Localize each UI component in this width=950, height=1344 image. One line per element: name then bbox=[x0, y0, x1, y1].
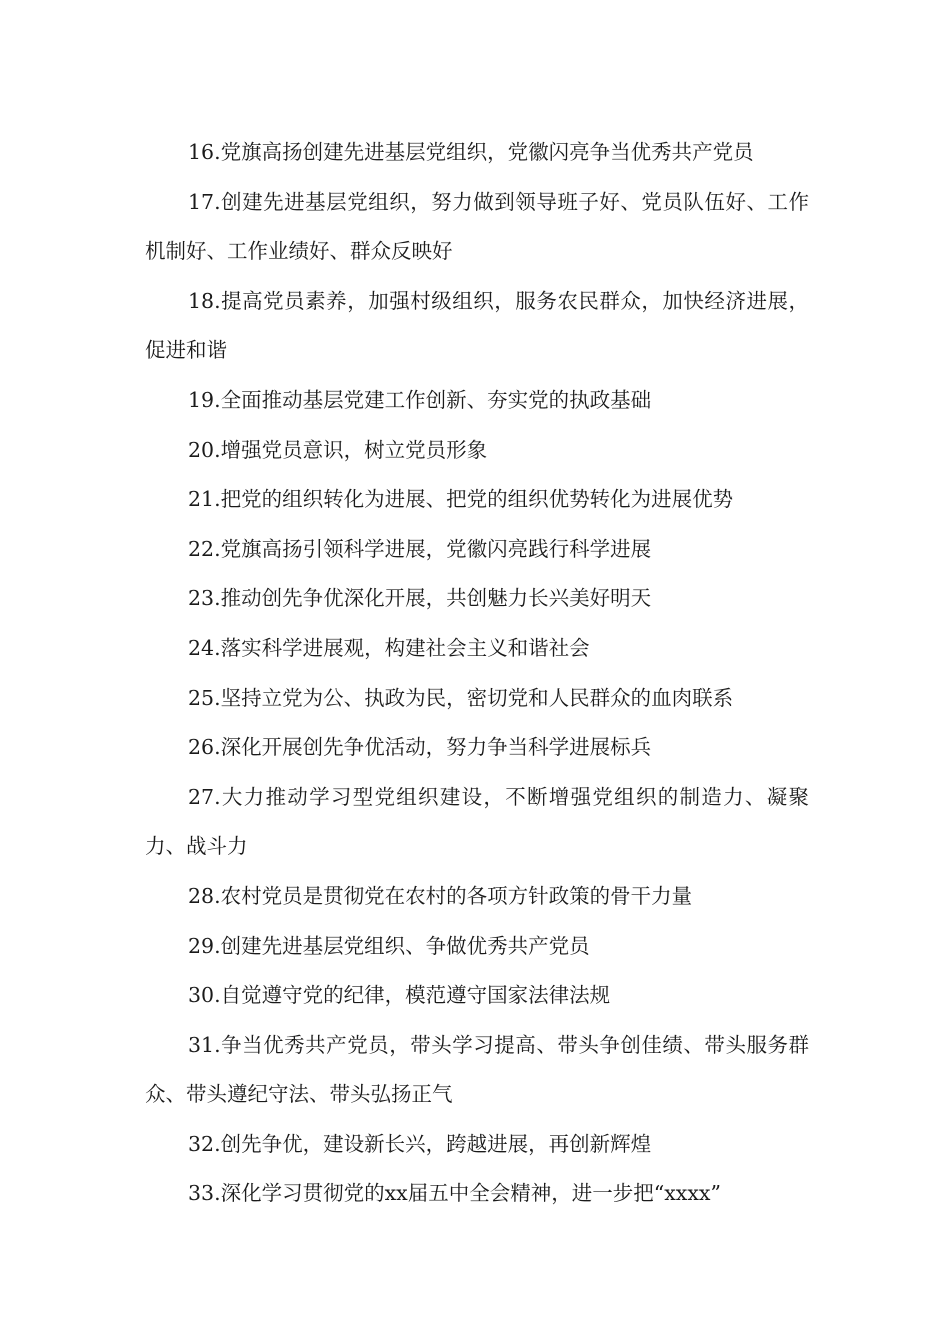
document-body bbox=[145, 128, 809, 1219]
paragraph-16: 16.党旗高扬创建先进基层党组织，党徽闪亮争当优秀共产党员 bbox=[188, 140, 754, 164]
paragraph-21: 21.把党的组织转化为进展、把党的组织优势转化为进展优势 bbox=[188, 487, 734, 512]
paragraph-20: 20.增强党员意识，树立党员形象 bbox=[188, 437, 488, 462]
paragraph-22: 22.党旗高扬引领科学进展，党徽闪亮践行科学进展 bbox=[188, 536, 652, 561]
paragraph-32: 32.创先争优，建设新长兴，跨越进展，再创新辉煌 bbox=[188, 1131, 652, 1156]
paragraph-23: 23.推动创先争优深化开展，共创魅力长兴美好明天 bbox=[188, 586, 652, 611]
paragraph-25: 25.坚持立党为公、执政为民，密切党和人民群众的血肉联系 bbox=[188, 685, 734, 710]
paragraph-17: 17.创建先进基层党组织，努力做到领导班子好、党员队伍好、工作机制好、工作业绩好、群众反映好 bbox=[145, 189, 809, 264]
paragraph-26: 26.深化开展创先争优活动，努力争当科学进展标兵 bbox=[188, 735, 652, 760]
paragraph-18: 18.提高党员素养，加强村级组织，服务农民群众，加快经济进展，促进和谐 bbox=[145, 288, 809, 363]
paragraph-28: 28.农村党员是贯彻党在农村的各项方针政策的骨干力量 bbox=[188, 883, 693, 908]
paragraph-31: 31.争当优秀共产党员，带头学习提高、带头争创佳绩、带头服务群众、带头遵纪守法、带头弘扬正气 bbox=[145, 1032, 809, 1107]
paragraph-33: 33.深化学习贯彻党的xx届五中全会精神，进一步把“xxxx” bbox=[188, 1181, 721, 1206]
paragraph-19: 19.全面推动基层党建工作创新、夯实党的执政基础 bbox=[188, 387, 652, 412]
paragraph-27: 27.大力推动学习型党组织建设，不断增强党组织的制造力、凝聚力、战斗力 bbox=[145, 784, 809, 859]
paragraph-29: 29.创建先进基层党组织、争做优秀共产党员 bbox=[188, 933, 590, 958]
paragraph-24: 24.落实科学进展观，构建社会主义和谐社会 bbox=[188, 635, 590, 660]
paragraph-30: 30.自觉遵守党的纪律，模范遵守国家法律法规 bbox=[188, 983, 611, 1008]
